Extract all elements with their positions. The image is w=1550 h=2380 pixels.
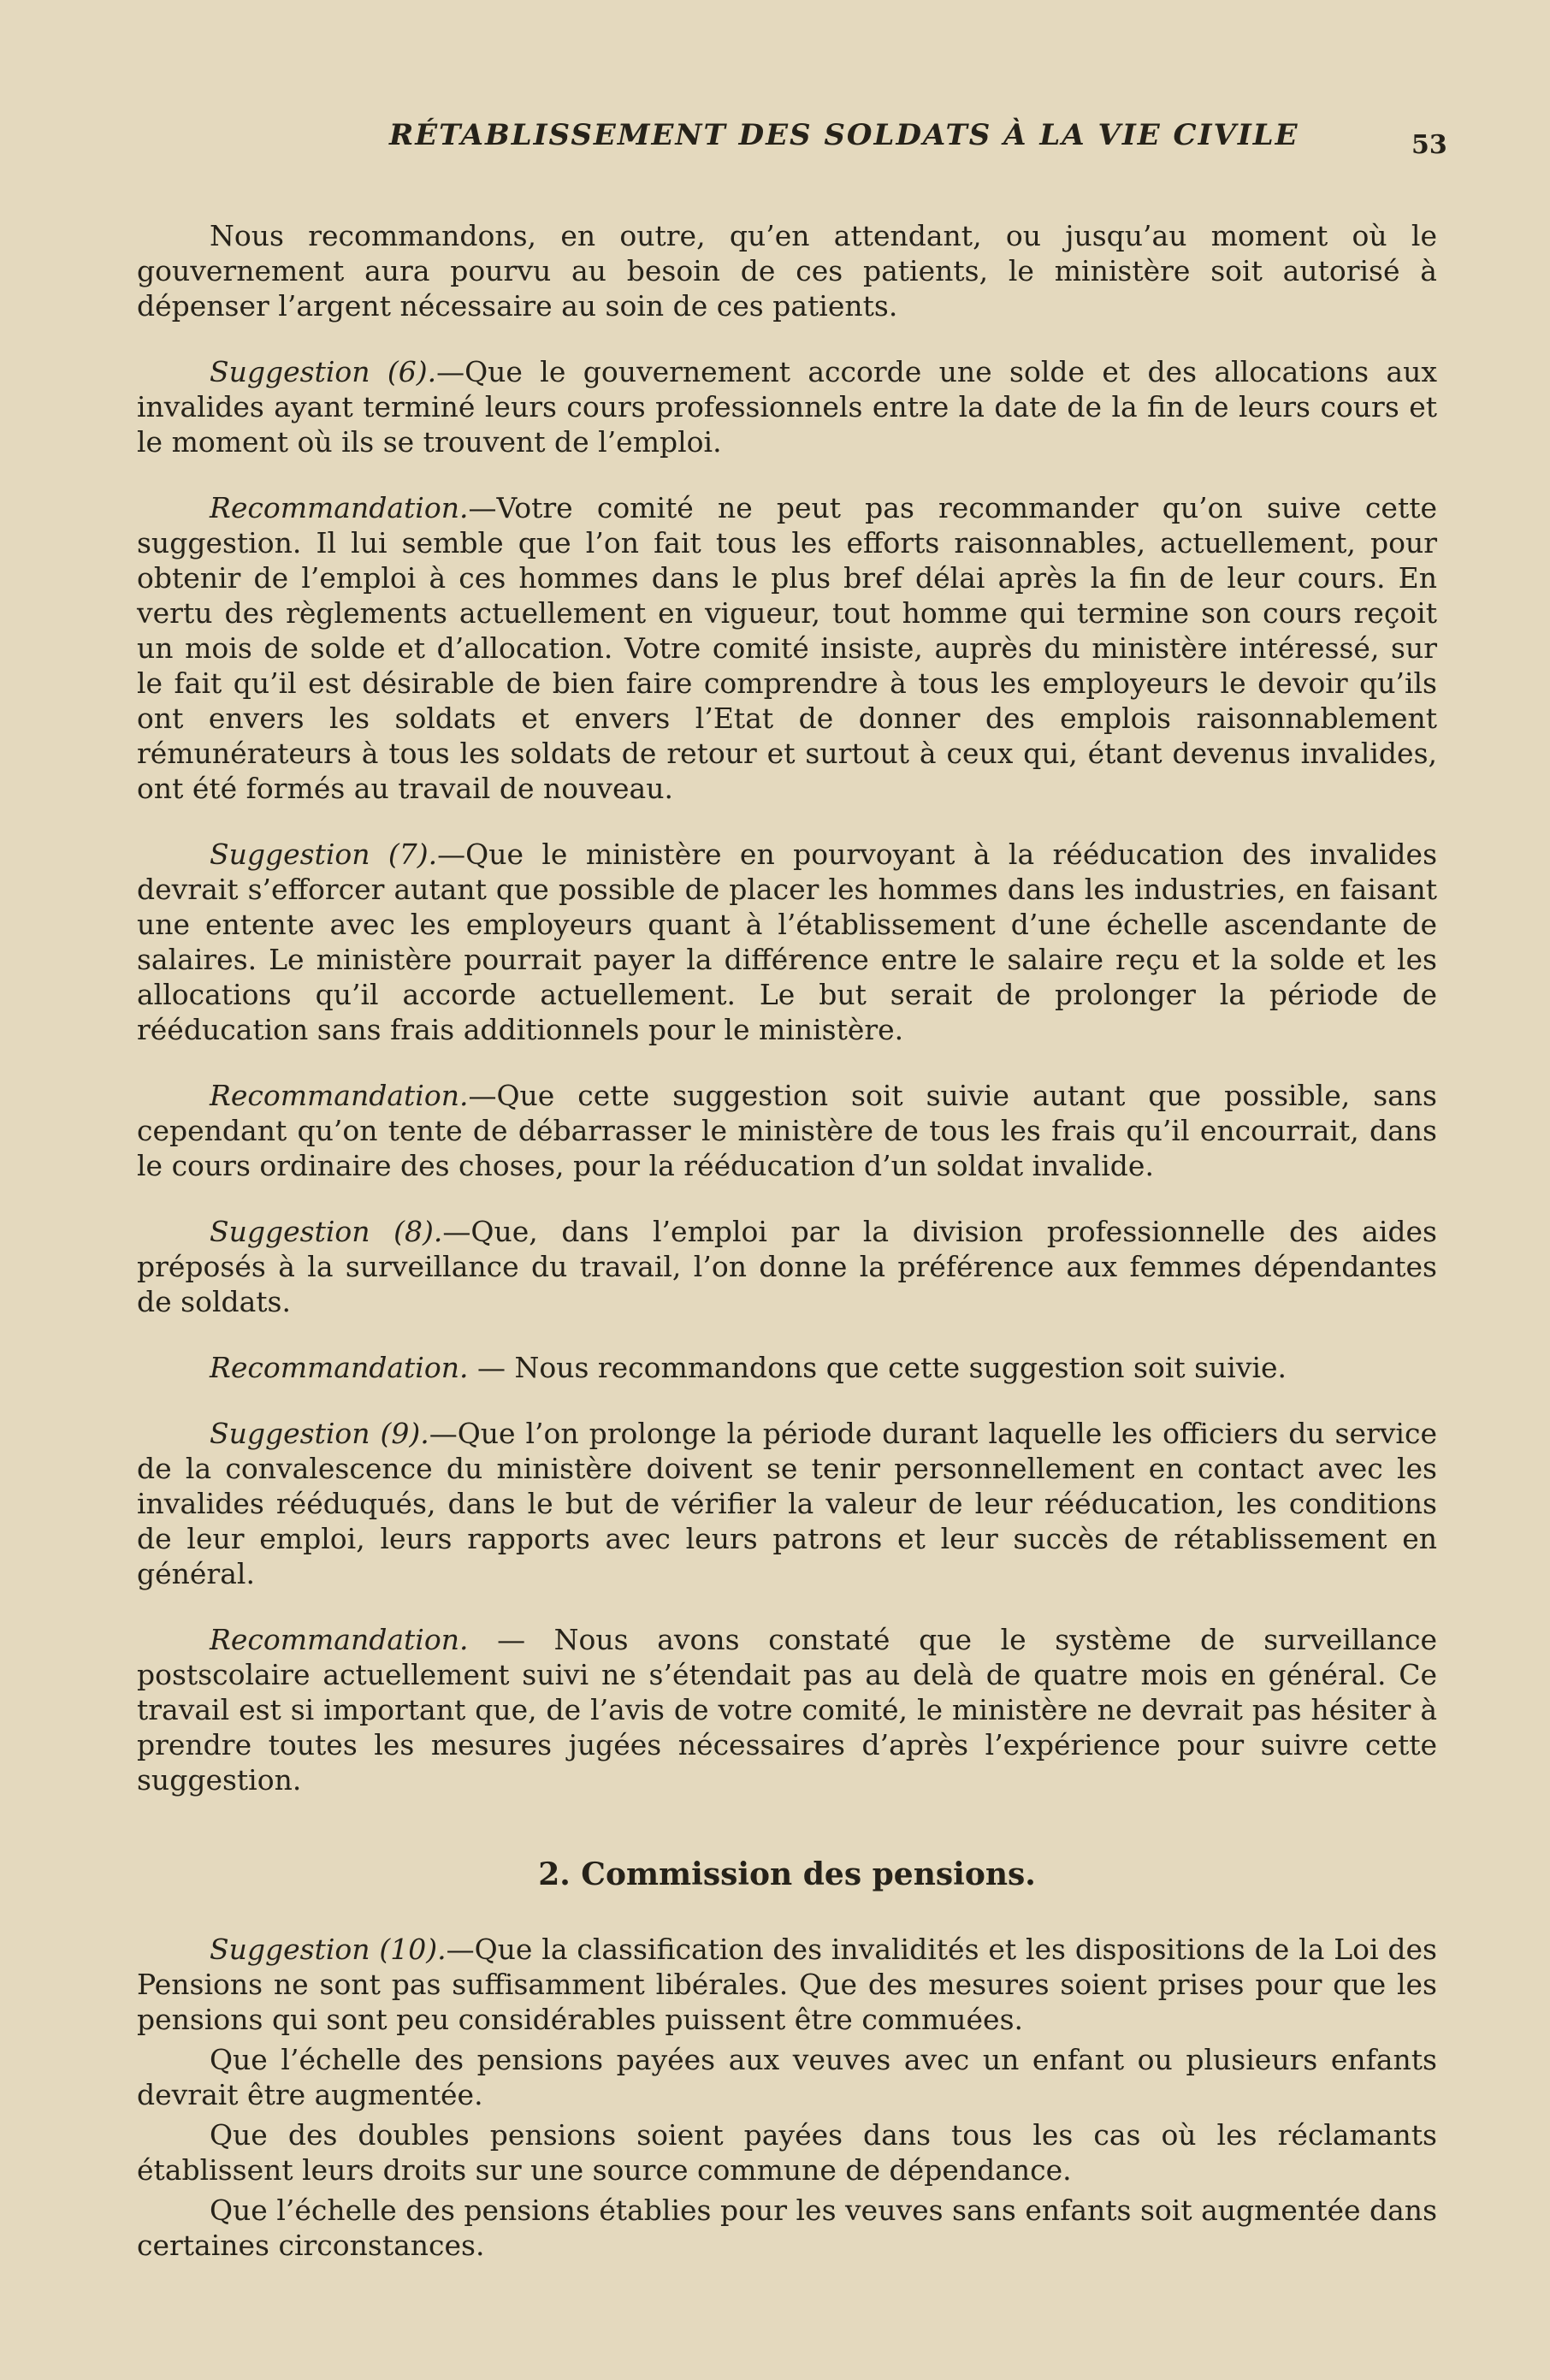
paragraph: Suggestion (6).—Que le gouvernement accorde une solde et des allocations aux invalides ayant terminé leurs cours professionnels entre la date de la fin de leurs cours et le moment où ils se trouvent de l’emploi. <box>137 355 1438 459</box>
paragraph: Suggestion (8).—Que, dans l’emploi par la division professionnelle des aides préposés à la surveillance du travail, l’on donne la préférence aux femmes dépendantes de soldats. <box>137 1215 1437 1318</box>
recommendation-label: Recommandation. <box>210 1351 469 1384</box>
recommendation-label: Recommandation. <box>210 1079 469 1112</box>
paragraph: Recommandation.—Votre comité ne peut pas recommander qu’on suive cette suggestion. Il lui semble que l’on fait tous les efforts raisonnables, actuellement, pour obtenir de l’emploi à ces hommes dans le plus bref délai après la fin de leur cours. En vertu des règlements actuellement en vigueur, tout homme qui termine son cours reçoit un mois de solde et d’allocation. Votre comité insiste, auprès du ministère intéressé, sur le fait qu’il est désirable de bien faire comprendre à tous les employeurs le devoir qu’ils ont envers les soldats et envers l’Etat de donner des emplois raisonnablement rémunérateurs à tous les soldats de retour et surtout à ceux qui, étant devenus invalides, ont été formés au travail de nouveau. <box>137 491 1437 805</box>
paragraph: Suggestion (7).—Que le ministère en pourvoyant à la rééducation des invalides devrait s’efforcer autant que possible de placer les hommes dans les industries, en faisant une entente avec les employeurs quant à l’établissement d’une échelle ascendante de salaires. Le ministère pourrait payer la différence entre le salaire reçu et la solde et les allocations qu’il accorde actuellement. Le but serait de prolonger la période de rééducation sans frais additionnels pour le ministère. <box>137 838 1438 1046</box>
paragraph: Recommandation.—Que cette suggestion soit suivie autant que possible, sans cependant qu’on tente de débarrasser le ministère de tous les frais qu’il encourrait, dans le cours ordinaire des choses, pour la rééducation d’un soldat invalide. <box>137 1079 1437 1182</box>
section-heading: 2. Commission des pensions. <box>538 1856 1036 1892</box>
recommendation-label: Recommandation. <box>210 491 469 524</box>
suggestion-label: Suggestion (6). <box>210 355 437 388</box>
paragraph: Que l’échelle des pensions établies pour les veuves sans enfants soit augmentée dans certaines circonstances. <box>137 2194 1437 2262</box>
recommendation-label: Recommandation. <box>210 1623 469 1656</box>
suggestion-label: Suggestion (9). <box>210 1417 429 1450</box>
paragraph: Recommandation. — Nous recommandons que cette suggestion soit suivie. <box>210 1351 1287 1384</box>
suggestion-label: Suggestion (8). <box>210 1215 443 1248</box>
body-text <box>137 218 1437 2268</box>
paragraph: Recommandation. — Nous avons constaté que le système de surveillance postscolaire actuellement suivi ne s’étendait pas au delà de quatre mois en général. Ce travail est si important que, de l’avis de votre comité, le ministère ne devrait pas hésiter à prendre toutes les mesures jugées nécessaires d’après l’expérience pour suivre cette suggestion. <box>137 1623 1437 1797</box>
suggestion-label: Suggestion (10). <box>210 1933 447 1966</box>
paragraph: Que des doubles pensions soient payées dans tous les cas où les réclamants établissent leurs droits sur une source commune de dépendance. <box>137 2118 1437 2187</box>
paragraph: Suggestion (9).—Que l’on prolonge la période durant laquelle les officiers du service de la convalescence du ministère doivent se tenir personnellement en contact avec les invalides rééduqués, dans le but de vérifier la valeur de leur rééducation, les conditions de leur emploi, leurs rapports avec leurs patrons et leur succès de rétablissement en général. <box>137 1417 1437 1590</box>
page-number: 53 <box>1411 130 1447 160</box>
paragraph: Nous recommandons, en outre, qu’en attendant, ou jusqu’au moment où le gouvernement aura pourvu au besoin de ces patients, le ministère soit autorisé à dépenser l’argent nécessaire au soin de ces patients. <box>137 219 1437 323</box>
suggestion-label: Suggestion (7). <box>210 838 438 871</box>
paragraph: Suggestion (10).—Que la classification des invalidités et les dispositions de la Loi des Pensions ne sont pas suffisamment libérales. Que des mesures soient prises pour que les pensions qui sont peu considérables puissent être commuées. <box>137 1933 1437 2036</box>
paragraph: Que l’échelle des pensions payées aux veuves avec un enfant ou plusieurs enfants devrait être augmentée. <box>137 2043 1437 2111</box>
running-header-title: RÉTABLISSEMENT DES SOLDATS À LA VIE CIVILE <box>389 118 1299 152</box>
